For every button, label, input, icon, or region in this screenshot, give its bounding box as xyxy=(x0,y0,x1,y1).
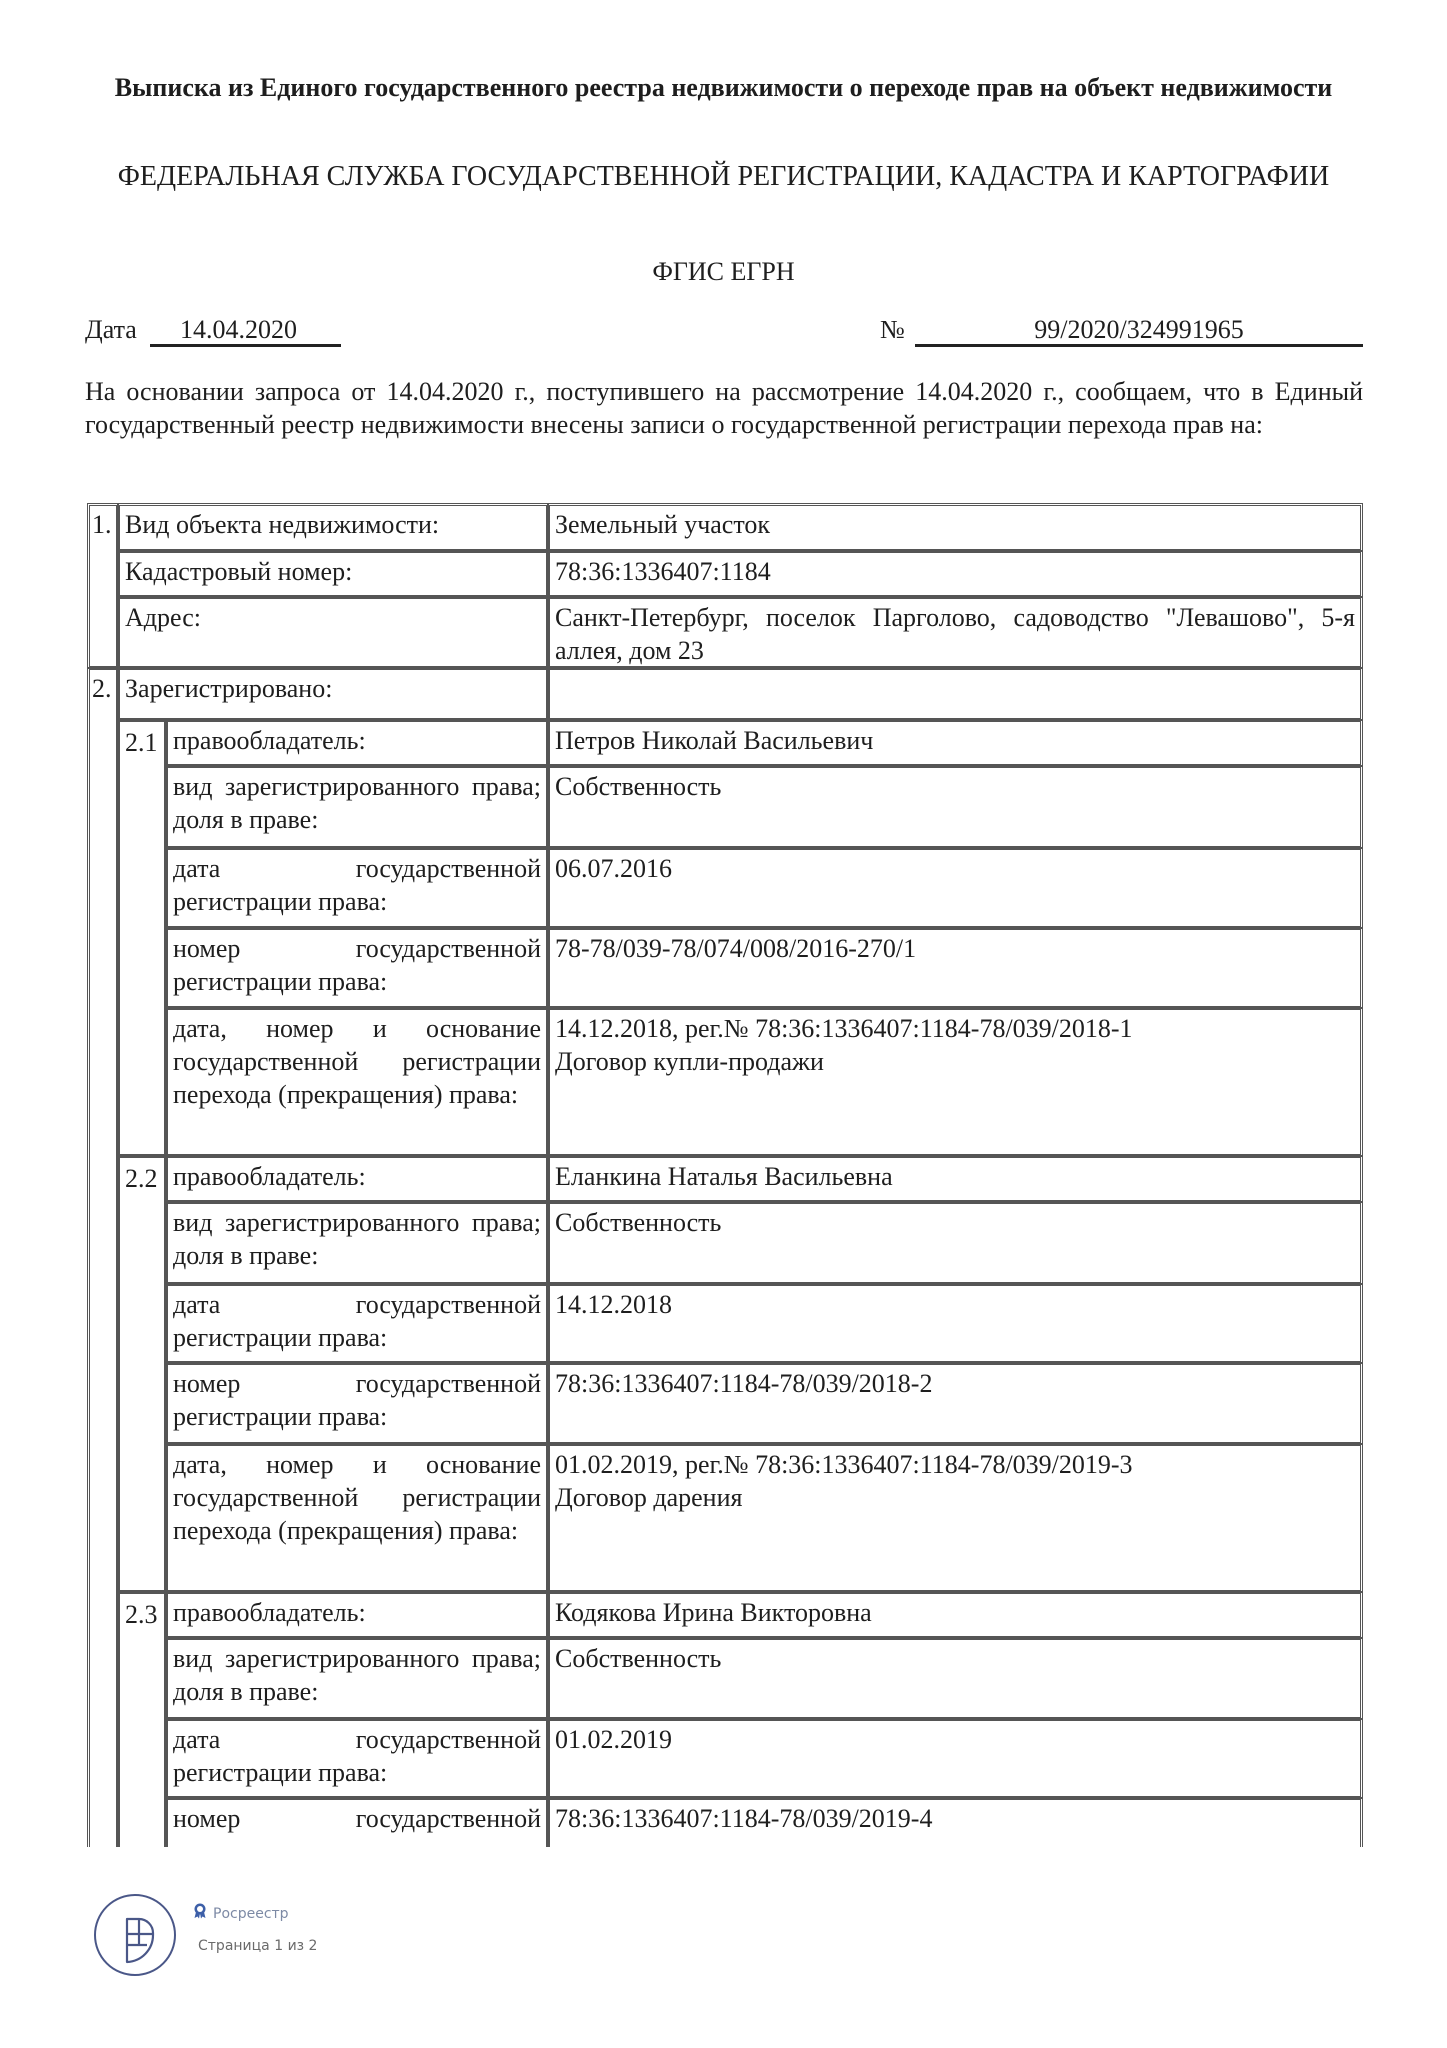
section-1-number-cell xyxy=(87,503,119,669)
agency-name: ФЕДЕРАЛЬНАЯ СЛУЖБА ГОСУДАРСТВЕННОЙ РЕГИСТРАЦИИ, КАДАСТРА И КАРТОГРАФИИ xyxy=(117,161,1330,192)
intro-paragraph: На основании запроса от 14.04.2020 г., поступившего на рассмотрение 14.04.2020 г., сообщаем, что в Единый государственный реестр недвижимости внесены записи о государственной регистрации перехода прав на: xyxy=(85,377,1363,439)
value-right-type: Собственность xyxy=(547,765,1363,849)
date-label: Дата xyxy=(85,315,137,344)
holder-number: 2.2 xyxy=(125,1164,158,1193)
section-2-number-cell xyxy=(87,667,119,1847)
value-transfer-basis xyxy=(547,1443,1363,1593)
label-cadastral-number: Кадастровый номер: xyxy=(117,550,549,598)
transfer-reg-info: 01.02.2019, рег.№ 78:36:1336407:1184-78/039/2019-3 xyxy=(555,1450,1133,1479)
label-right-type: вид зарегистрированного права; доля в праве: xyxy=(165,1637,549,1720)
date-value: 14.04.2020 xyxy=(150,313,341,347)
label-registration-date: дата государственной регистрации права: xyxy=(165,1718,549,1799)
holder-number: 2.3 xyxy=(125,1600,158,1629)
label-registration-date: дата государственной регистрации права: xyxy=(165,847,549,929)
award-ribbon-icon xyxy=(193,1903,207,1925)
holder-2-3-number-cell xyxy=(117,1591,167,1847)
value-cadastral-number: 78:36:1336407:1184 xyxy=(547,550,1363,598)
value-registration-number: 78:36:1336407:1184-78/039/2019-4 xyxy=(547,1797,1363,1847)
value-object-type: Земельный участок xyxy=(547,503,1363,552)
holder-2-1-number-cell xyxy=(117,719,167,1157)
system-name: ФГИС ЕГРН xyxy=(652,257,795,286)
label-object-type: Вид объекта недвижимости: xyxy=(117,503,549,552)
label-transfer-basis: дата, номер и основание государственной регистрации перехода (прекращения) права: xyxy=(165,1007,549,1157)
label-holder: правообладатель: xyxy=(165,1591,549,1639)
number-label: № xyxy=(880,315,905,344)
section-number: 1. xyxy=(92,510,112,539)
value-right-type: Собственность xyxy=(547,1637,1363,1720)
value-address: Санкт-Петербург, поселок Парголово, садоводство "Левашово", 5-я аллея, дом 23 xyxy=(547,596,1363,669)
value-registration-number: 78-78/039-78/074/008/2016-270/1 xyxy=(547,927,1363,1009)
value-registration-date: 06.07.2016 xyxy=(547,847,1363,929)
transfer-document: Договор дарения xyxy=(555,1483,743,1512)
document-title: Выписка из Единого государственного реестра недвижимости о переходе прав на объект недвижимости xyxy=(114,73,1333,102)
label-address: Адрес: xyxy=(117,596,549,669)
value-holder-name: Еланкина Наталья Васильевна xyxy=(547,1155,1363,1203)
value-holder-name: Кодякова Ирина Викторовна xyxy=(547,1591,1363,1639)
transfer-document: Договор купли-продажи xyxy=(555,1047,824,1076)
number-value: 99/2020/324991965 xyxy=(915,313,1363,347)
label-registration-number: номер государственной регистрации права: xyxy=(165,927,549,1009)
rosreestr-logo-icon xyxy=(93,1893,177,1977)
holder-2-2-number-cell xyxy=(117,1155,167,1593)
label-right-type: вид зарегистрированного права; доля в праве: xyxy=(165,765,549,849)
value-registered xyxy=(547,667,1363,721)
value-transfer-basis xyxy=(547,1007,1363,1157)
footer-brand xyxy=(193,1903,289,1925)
value-registration-date: 01.02.2019 xyxy=(547,1718,1363,1799)
value-registration-date: 14.12.2018 xyxy=(547,1283,1363,1364)
label-registration-number: номер государственной xyxy=(165,1797,549,1847)
label-registration-date: дата государственной регистрации права: xyxy=(165,1283,549,1364)
label-registration-number: номер государственной регистрации права: xyxy=(165,1362,549,1445)
label-right-type: вид зарегистрированного права; доля в праве: xyxy=(165,1201,549,1285)
section-number: 2. xyxy=(92,674,112,703)
label-holder: правообладатель: xyxy=(165,719,549,767)
value-right-type: Собственность xyxy=(547,1201,1363,1285)
label-registered: Зарегистрировано: xyxy=(117,667,549,721)
value-registration-number: 78:36:1336407:1184-78/039/2018-2 xyxy=(547,1362,1363,1445)
label-holder: правообладатель: xyxy=(165,1155,549,1203)
brand-name: Росреестр xyxy=(213,1906,289,1922)
value-holder-name: Петров Николай Васильевич xyxy=(547,719,1363,767)
page-indicator: Страница 1 из 2 xyxy=(198,1938,318,1954)
holder-number: 2.1 xyxy=(125,728,158,757)
label-transfer-basis: дата, номер и основание государственной регистрации перехода (прекращения) права: xyxy=(165,1443,549,1593)
transfer-reg-info: 14.12.2018, рег.№ 78:36:1336407:1184-78/039/2018-1 xyxy=(555,1014,1133,1043)
